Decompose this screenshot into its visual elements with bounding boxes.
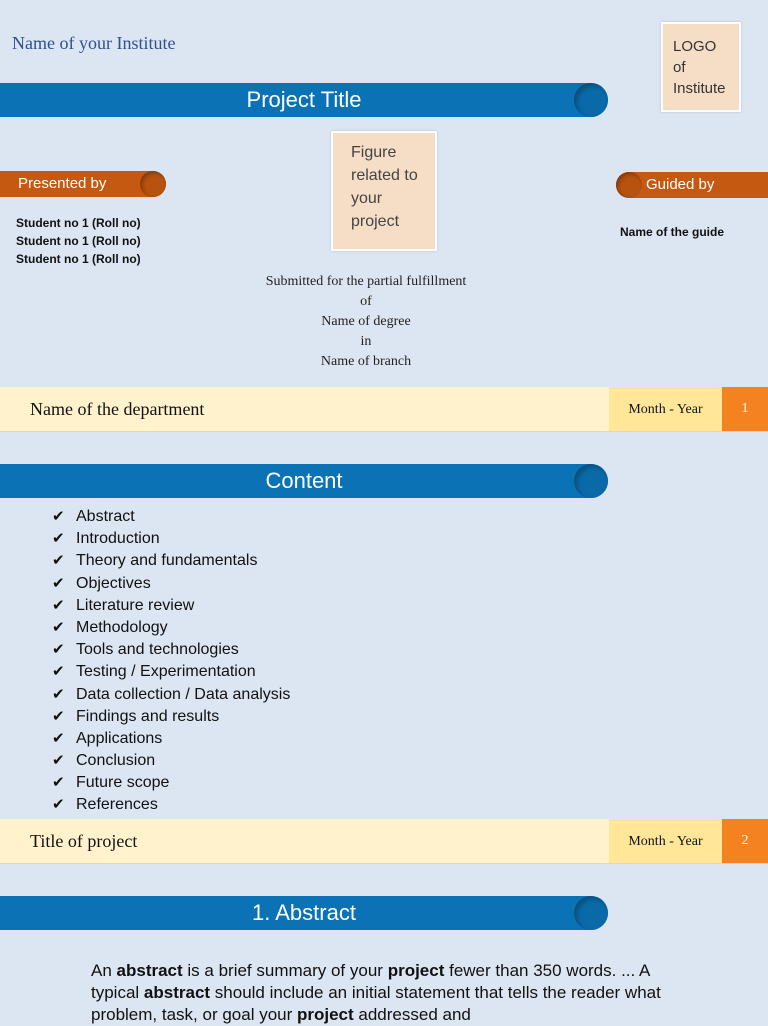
list-item: ✔ Applications bbox=[52, 728, 290, 750]
content-list bbox=[52, 506, 290, 817]
slide-footer bbox=[0, 819, 768, 864]
checkmark-icon: ✔ bbox=[52, 752, 65, 770]
list-item: ✔ Abstract bbox=[52, 506, 290, 528]
submission-statement bbox=[240, 272, 492, 372]
list-item: ✔ Theory and fundamentals bbox=[52, 550, 290, 572]
tab-curl-decoration bbox=[616, 172, 642, 198]
banner-curl-decoration bbox=[574, 896, 608, 930]
institute-logo-placeholder: LOGO of Institute bbox=[661, 22, 741, 112]
checkmark-icon: ✔ bbox=[52, 707, 65, 725]
list-item: ✔ Conclusion bbox=[52, 750, 290, 772]
tab-curl-decoration bbox=[140, 171, 166, 197]
guided-by-label: Guided by bbox=[646, 176, 715, 193]
slide-footer bbox=[0, 387, 768, 432]
project-figure-placeholder: Figure related to your project bbox=[331, 131, 437, 251]
submission-line: in bbox=[360, 334, 372, 349]
submission-line: Name of degree bbox=[321, 314, 411, 329]
guide-name: Name of the guide bbox=[620, 225, 725, 239]
list-item: ✔ Introduction bbox=[52, 528, 290, 550]
footer-project-title: Title of project bbox=[30, 831, 138, 851]
list-item: ✔ Data collection / Data analysis bbox=[52, 684, 290, 706]
checkmark-icon: ✔ bbox=[52, 729, 65, 747]
project-title-banner bbox=[0, 83, 608, 117]
guided-by-tab bbox=[616, 172, 768, 198]
content-banner bbox=[0, 464, 608, 498]
slide-number: 2 bbox=[722, 819, 768, 863]
presented-by-label: Presented by bbox=[18, 175, 107, 192]
banner-curl-decoration bbox=[574, 464, 608, 498]
content-heading: Content bbox=[265, 468, 343, 493]
checkmark-icon: ✔ bbox=[52, 641, 65, 659]
abstract-banner bbox=[0, 896, 608, 930]
presented-by-tab bbox=[0, 171, 166, 197]
footer-date: Month - Year bbox=[609, 387, 722, 431]
list-item: ✔ Findings and results bbox=[52, 706, 290, 728]
institute-name: Name of your Institute bbox=[12, 33, 176, 53]
checkmark-icon: ✔ bbox=[52, 596, 65, 614]
checkmark-icon: ✔ bbox=[52, 552, 65, 570]
footer-date: Month - Year bbox=[609, 819, 722, 863]
checkmark-icon: ✔ bbox=[52, 774, 65, 792]
abstract-paragraph: An abstract is a brief summary of your project fewer than 350 words. ... A typical abstract should include an initial statement that tells the reader what problem, task, or goal your project addressed and bbox=[91, 961, 661, 1024]
student-name: Student no 1 (Roll no) bbox=[16, 234, 141, 248]
checkmark-icon: ✔ bbox=[52, 618, 65, 636]
checkmark-icon: ✔ bbox=[52, 574, 65, 592]
student-name: Student no 1 (Roll no) bbox=[16, 252, 141, 266]
checkmark-icon: ✔ bbox=[52, 663, 65, 681]
slide-number: 1 bbox=[722, 387, 768, 431]
checkmark-icon: ✔ bbox=[52, 796, 65, 814]
submission-line: Name of branch bbox=[320, 354, 412, 369]
submission-line: Submitted for the partial fulfillment bbox=[265, 274, 467, 289]
list-item: ✔ Objectives bbox=[52, 573, 290, 595]
list-item: ✔ Testing / Experimentation bbox=[52, 661, 290, 683]
checkmark-icon: ✔ bbox=[52, 508, 65, 525]
project-title: Project Title bbox=[246, 87, 362, 112]
student-name: Student no 1 (Roll no) bbox=[16, 216, 141, 230]
checkmark-icon: ✔ bbox=[52, 685, 65, 703]
list-item: ✔ References bbox=[52, 794, 290, 816]
list-item: ✔ Methodology bbox=[52, 617, 290, 639]
banner-curl-decoration bbox=[574, 83, 608, 117]
footer-department: Name of the department bbox=[30, 399, 205, 419]
list-item: ✔ Literature review bbox=[52, 595, 290, 617]
abstract-heading: 1. Abstract bbox=[252, 900, 356, 925]
checkmark-icon: ✔ bbox=[52, 530, 65, 548]
list-item: ✔ Future scope bbox=[52, 772, 290, 794]
student-list bbox=[16, 214, 141, 268]
submission-line: of bbox=[360, 294, 372, 309]
list-item: ✔ Tools and technologies bbox=[52, 639, 290, 661]
